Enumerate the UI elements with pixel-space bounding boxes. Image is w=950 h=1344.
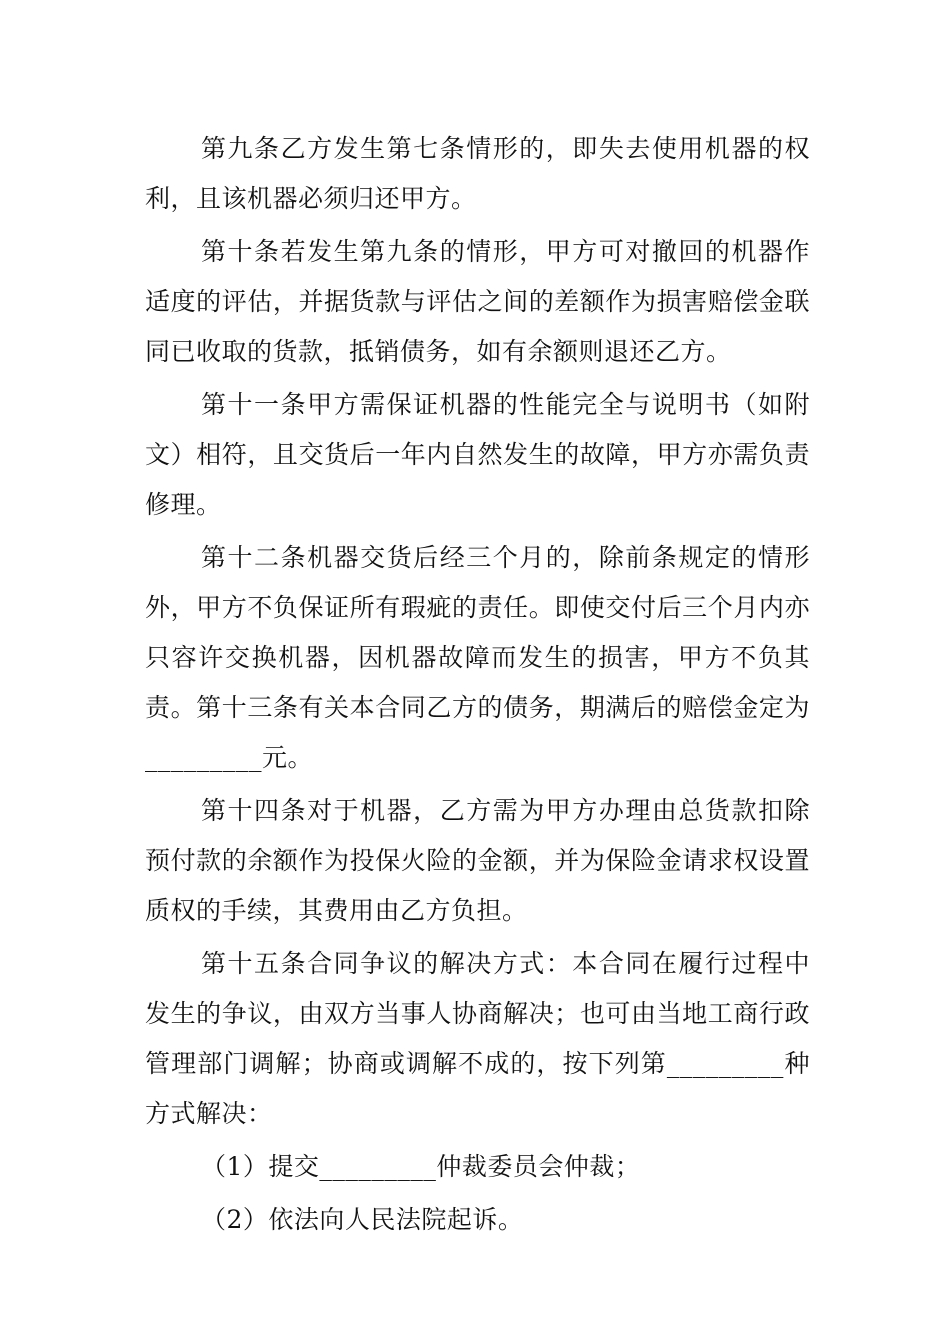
article-9-paragraph: 第九条乙方发生第七条情形的，即失去使用机器的权利，且该机器必须归还甲方。	[145, 134, 810, 213]
option-court: （2）依法向人民法院起诉。	[201, 1205, 524, 1234]
article-12-13-paragraph: 第十二条机器交货后经三个月的，除前条规定的情形外，甲方不负保证所有瑕疵的责任。即使交付后三个月内亦只容许交换机器，因机器故障而发生的损害，甲方不负其责。第十三条有关本合同乙方的债务，期满后的赔偿金定为_________元。	[145, 543, 810, 772]
article-10-paragraph: 第十条若发生第九条的情形，甲方可对撤回的机器作适度的评估，并据货款与评估之间的差额作为损害赔偿金联同已收取的货款，抵销债务，如有余额则退还乙方。	[145, 237, 810, 366]
article-11-paragraph: 第十一条甲方需保证机器的性能完全与说明书（如附文）相符，且交货后一年内自然发生的故障，甲方亦需负责修理。	[145, 390, 810, 519]
article-14-paragraph: 第十四条对于机器，乙方需为甲方办理由总货款扣除预付款的余额作为投保火险的金额，并为保险金请求权设置质权的手续，其费用由乙方负担。	[145, 796, 810, 925]
option-arbitration: （1）提交_________仲裁委员会仲裁；	[201, 1152, 641, 1181]
article-15-paragraph: 第十五条合同争议的解决方式：本合同在履行过程中发生的争议，由双方当事人协商解决；也可由当地工商行政管理部门调解；协商或调解不成的，按下列第_________种方式解决：	[145, 949, 810, 1128]
document-body	[145, 124, 810, 1248]
